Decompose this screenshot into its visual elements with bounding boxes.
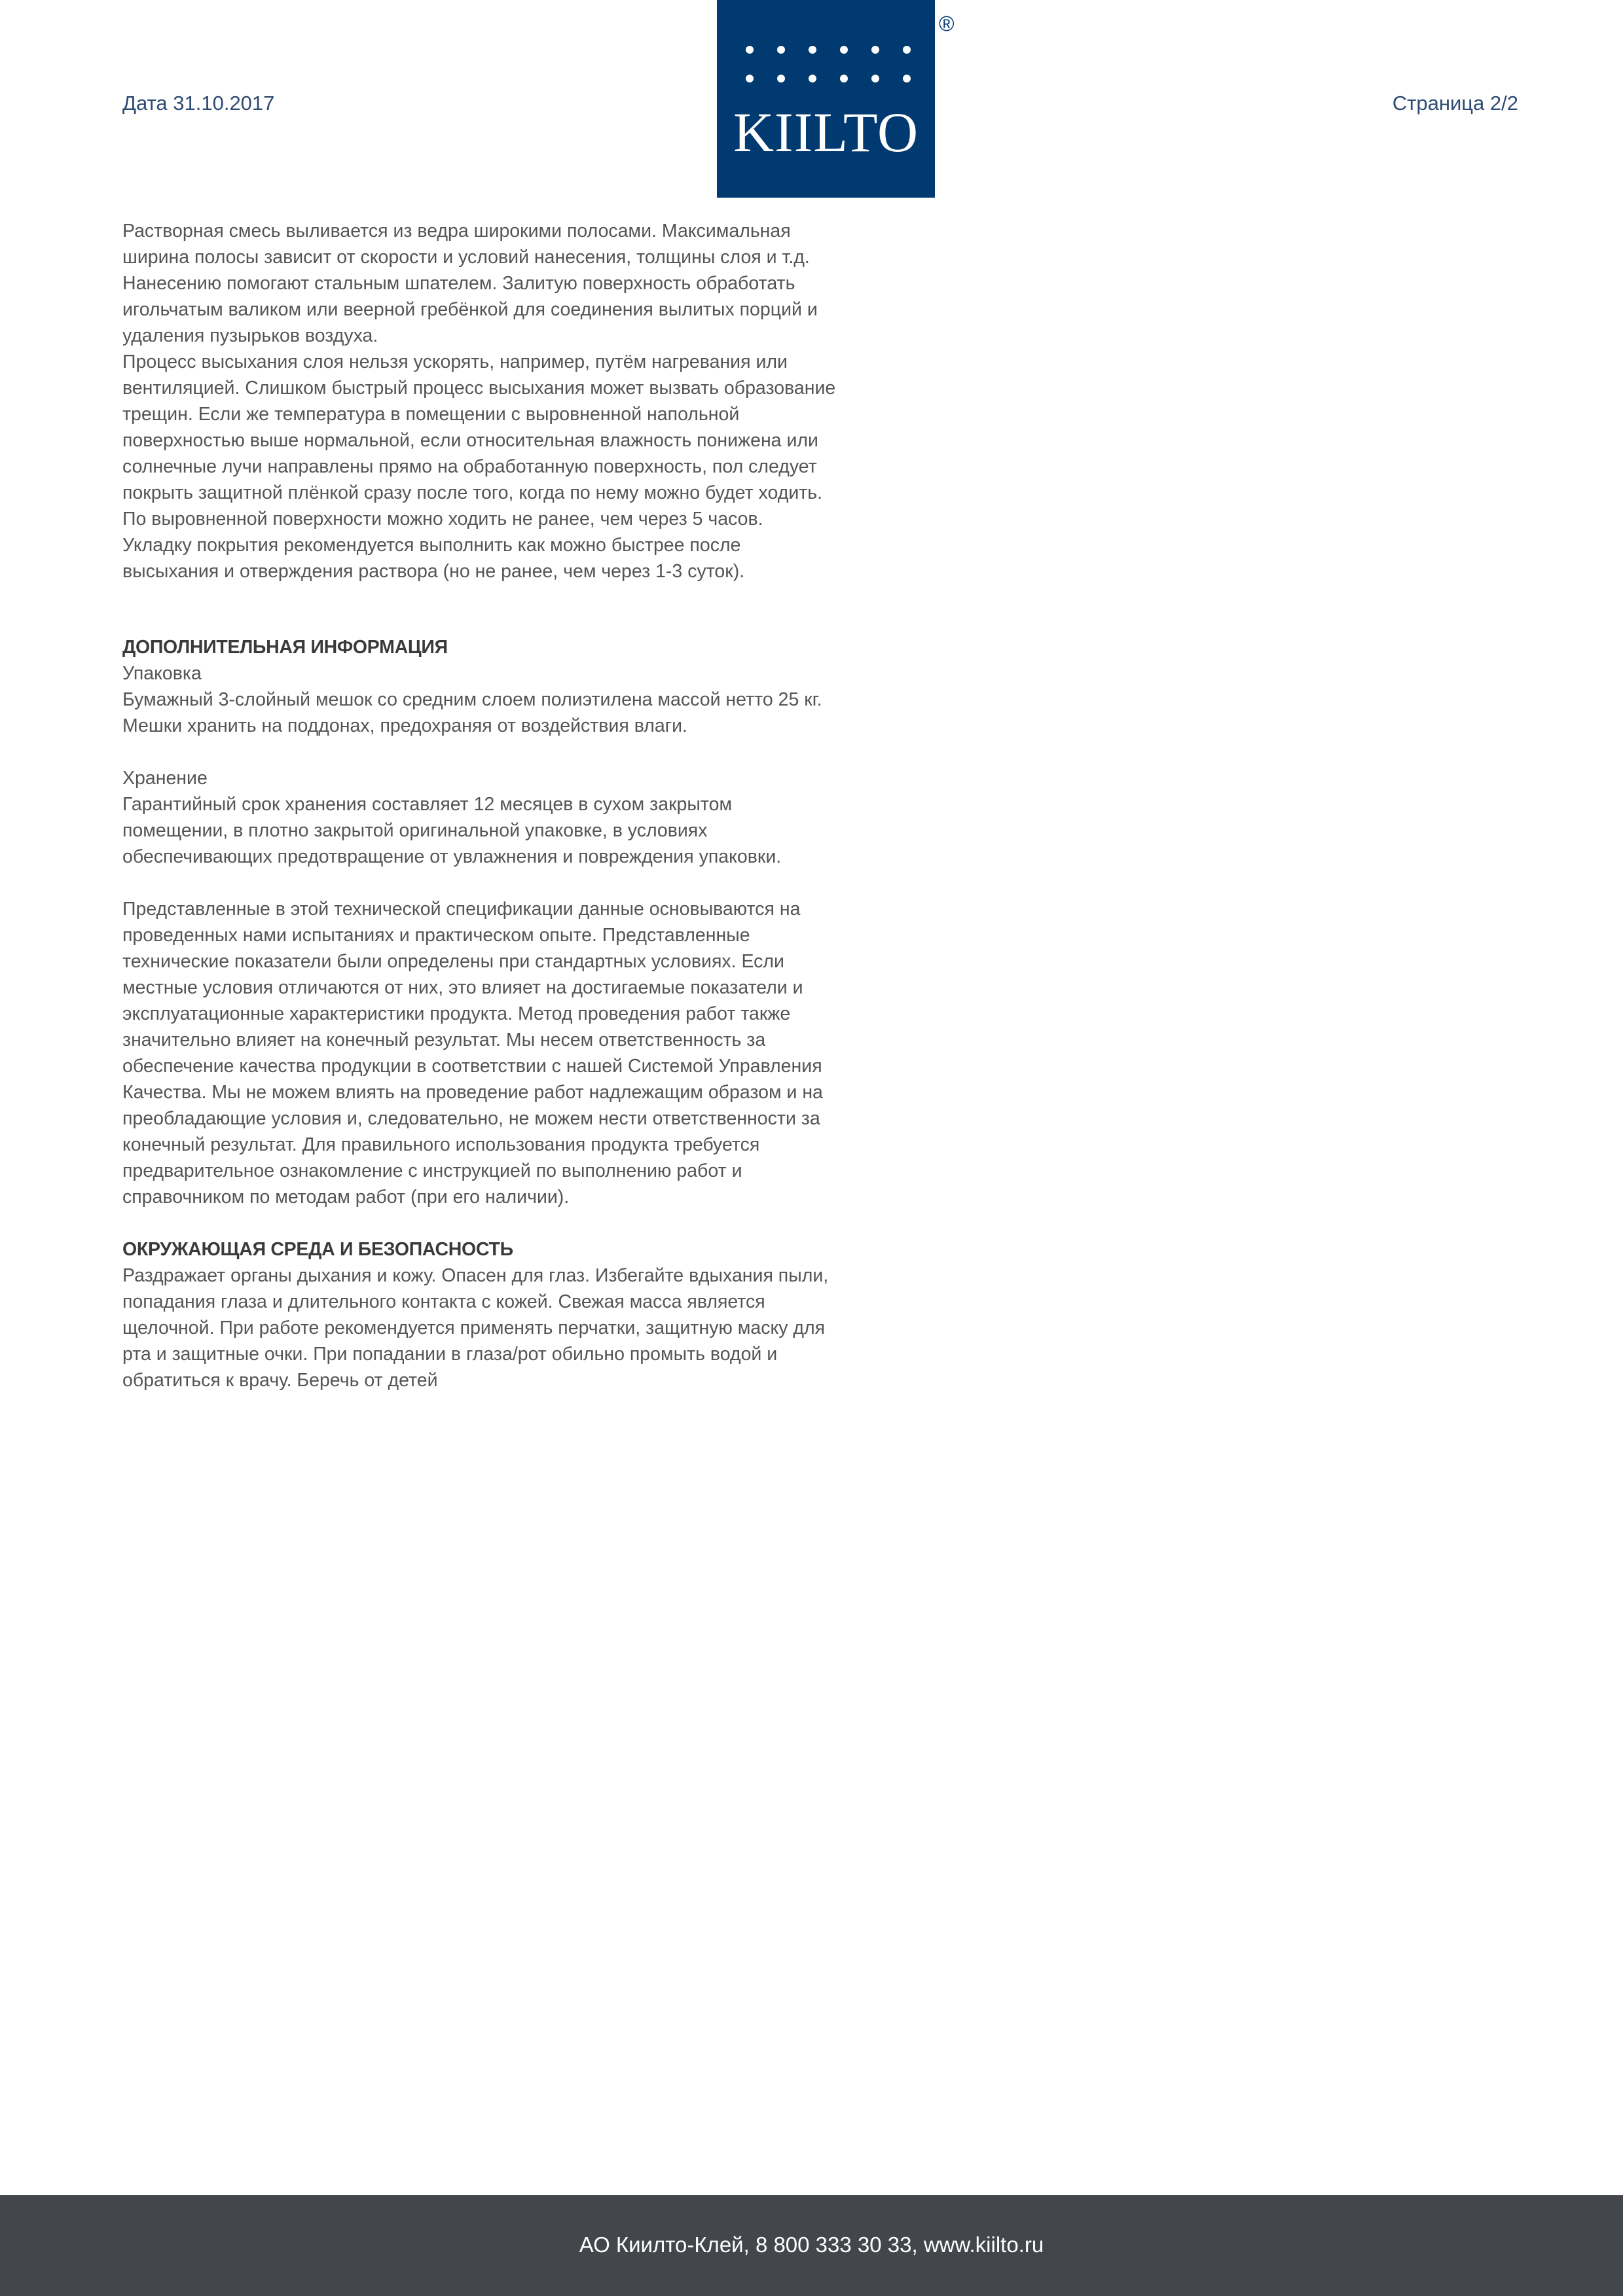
- application-paragraph: Растворная смесь выливается из ведра широкими полосами. Максимальная ширина полосы зависит от скорости и условий нанесения, толщины слоя и т.д. Нанесению помогают стальным шпателем. Залитую поверхность обработать игольчатым валиком или веерной гребёнкой для соединения вылитых порций и удаления пузырьков воздуха.: [122, 221, 818, 346]
- packaging-title: Упаковка: [122, 663, 202, 684]
- disclaimer-paragraph: Представленные в этой технической спецификации данные основываются на проведенных нами испытаниях и практическом опыте. Представленные технические показатели были определены при стандартных условиях. Если местные условия отличаются от них, это влияет на достигаемые показатели и эксплуатационные характеристики продукта. Метод проведения работ также значительно влияет на конечный результат. Мы несем ответственность за обеспечение качества продукции в соответствии с нашей Системой Управления Качества. Мы не можем влиять на проведение работ надлежащим образом и на преобладающие условия и, следовательно, не можем нести ответственности за конечный результат. Для правильного использования продукта требуется предварительное ознакомление с инструкцией по выполнению работ и справочником по методам работ (при его наличии).: [122, 899, 823, 1208]
- kiilto-logo: [717, 0, 935, 198]
- environment-safety-heading: ОКРУЖАЮЩАЯ СРЕДА И БЕЗОПАСНОСТЬ: [122, 1239, 513, 1260]
- registered-trademark-icon: ®: [939, 12, 955, 35]
- storage-title: Хранение: [122, 768, 208, 789]
- walking-paragraph: По выровненной поверхности можно ходить не ранее, чем через 5 часов. Укладку покрытия рекомендуется выполнить как можно быстрее после высыхания и отверждения раствора (но не ранее, чем через 1-3 суток).: [122, 509, 763, 582]
- document-date: Дата 31.10.2017: [122, 92, 275, 115]
- storage-text: Гарантийный срок хранения составляет 12 месяцев в сухом закрытом помещении, в плотно закрытой оригинальной упаковке, в условиях обеспечивающих предотвращение от увлажнения и повреждения упаковки.: [122, 794, 782, 867]
- logo-wordmark: KIILTO: [733, 101, 919, 164]
- footer-contact: АО Киилто-Клей, 8 800 333 30 33, www.kiilto.ru: [579, 2233, 1044, 2257]
- environment-safety-text: Раздражает органы дыхания и кожу. Опасен для глаз. Избегайте вдыхания пыли, попадания глаза и длительного контакта с кожей. Свежая масса является щелочной. При работе рекомендуется применять перчатки, защитную маску для рта и защитные очки. При попадании в глаза/рот обильно промыть водой и обратиться к врачу. Беречь от детей: [122, 1265, 829, 1391]
- additional-info-heading: ДОПОЛНИТЕЛЬНАЯ ИНФОРМАЦИЯ: [122, 637, 448, 658]
- footer-bar: [0, 2195, 1623, 2296]
- document-body: [122, 218, 836, 1393]
- packaging-text: Бумажный 3-слойный мешок со средним слоем полиэтилена массой нетто 25 кг. Мешки хранить на поддонах, предохраняя от воздействия влаги.: [122, 689, 822, 736]
- page-number: Страница 2/2: [1392, 92, 1518, 115]
- drying-paragraph: Процесс высыхания слоя нельзя ускорять, например, путём нагревания или вентиляцией. Слишком быстрый процесс высыхания может вызвать образование трещин. Если же температура в помещении с выровненной напольной поверхностью выше нормальной, если относительная влажность понижена или солнечные лучи направлены прямо на обработанную поверхность, пол следует покрыть защитной плёнкой сразу после того, когда по нему можно будет ходить.: [122, 351, 836, 503]
